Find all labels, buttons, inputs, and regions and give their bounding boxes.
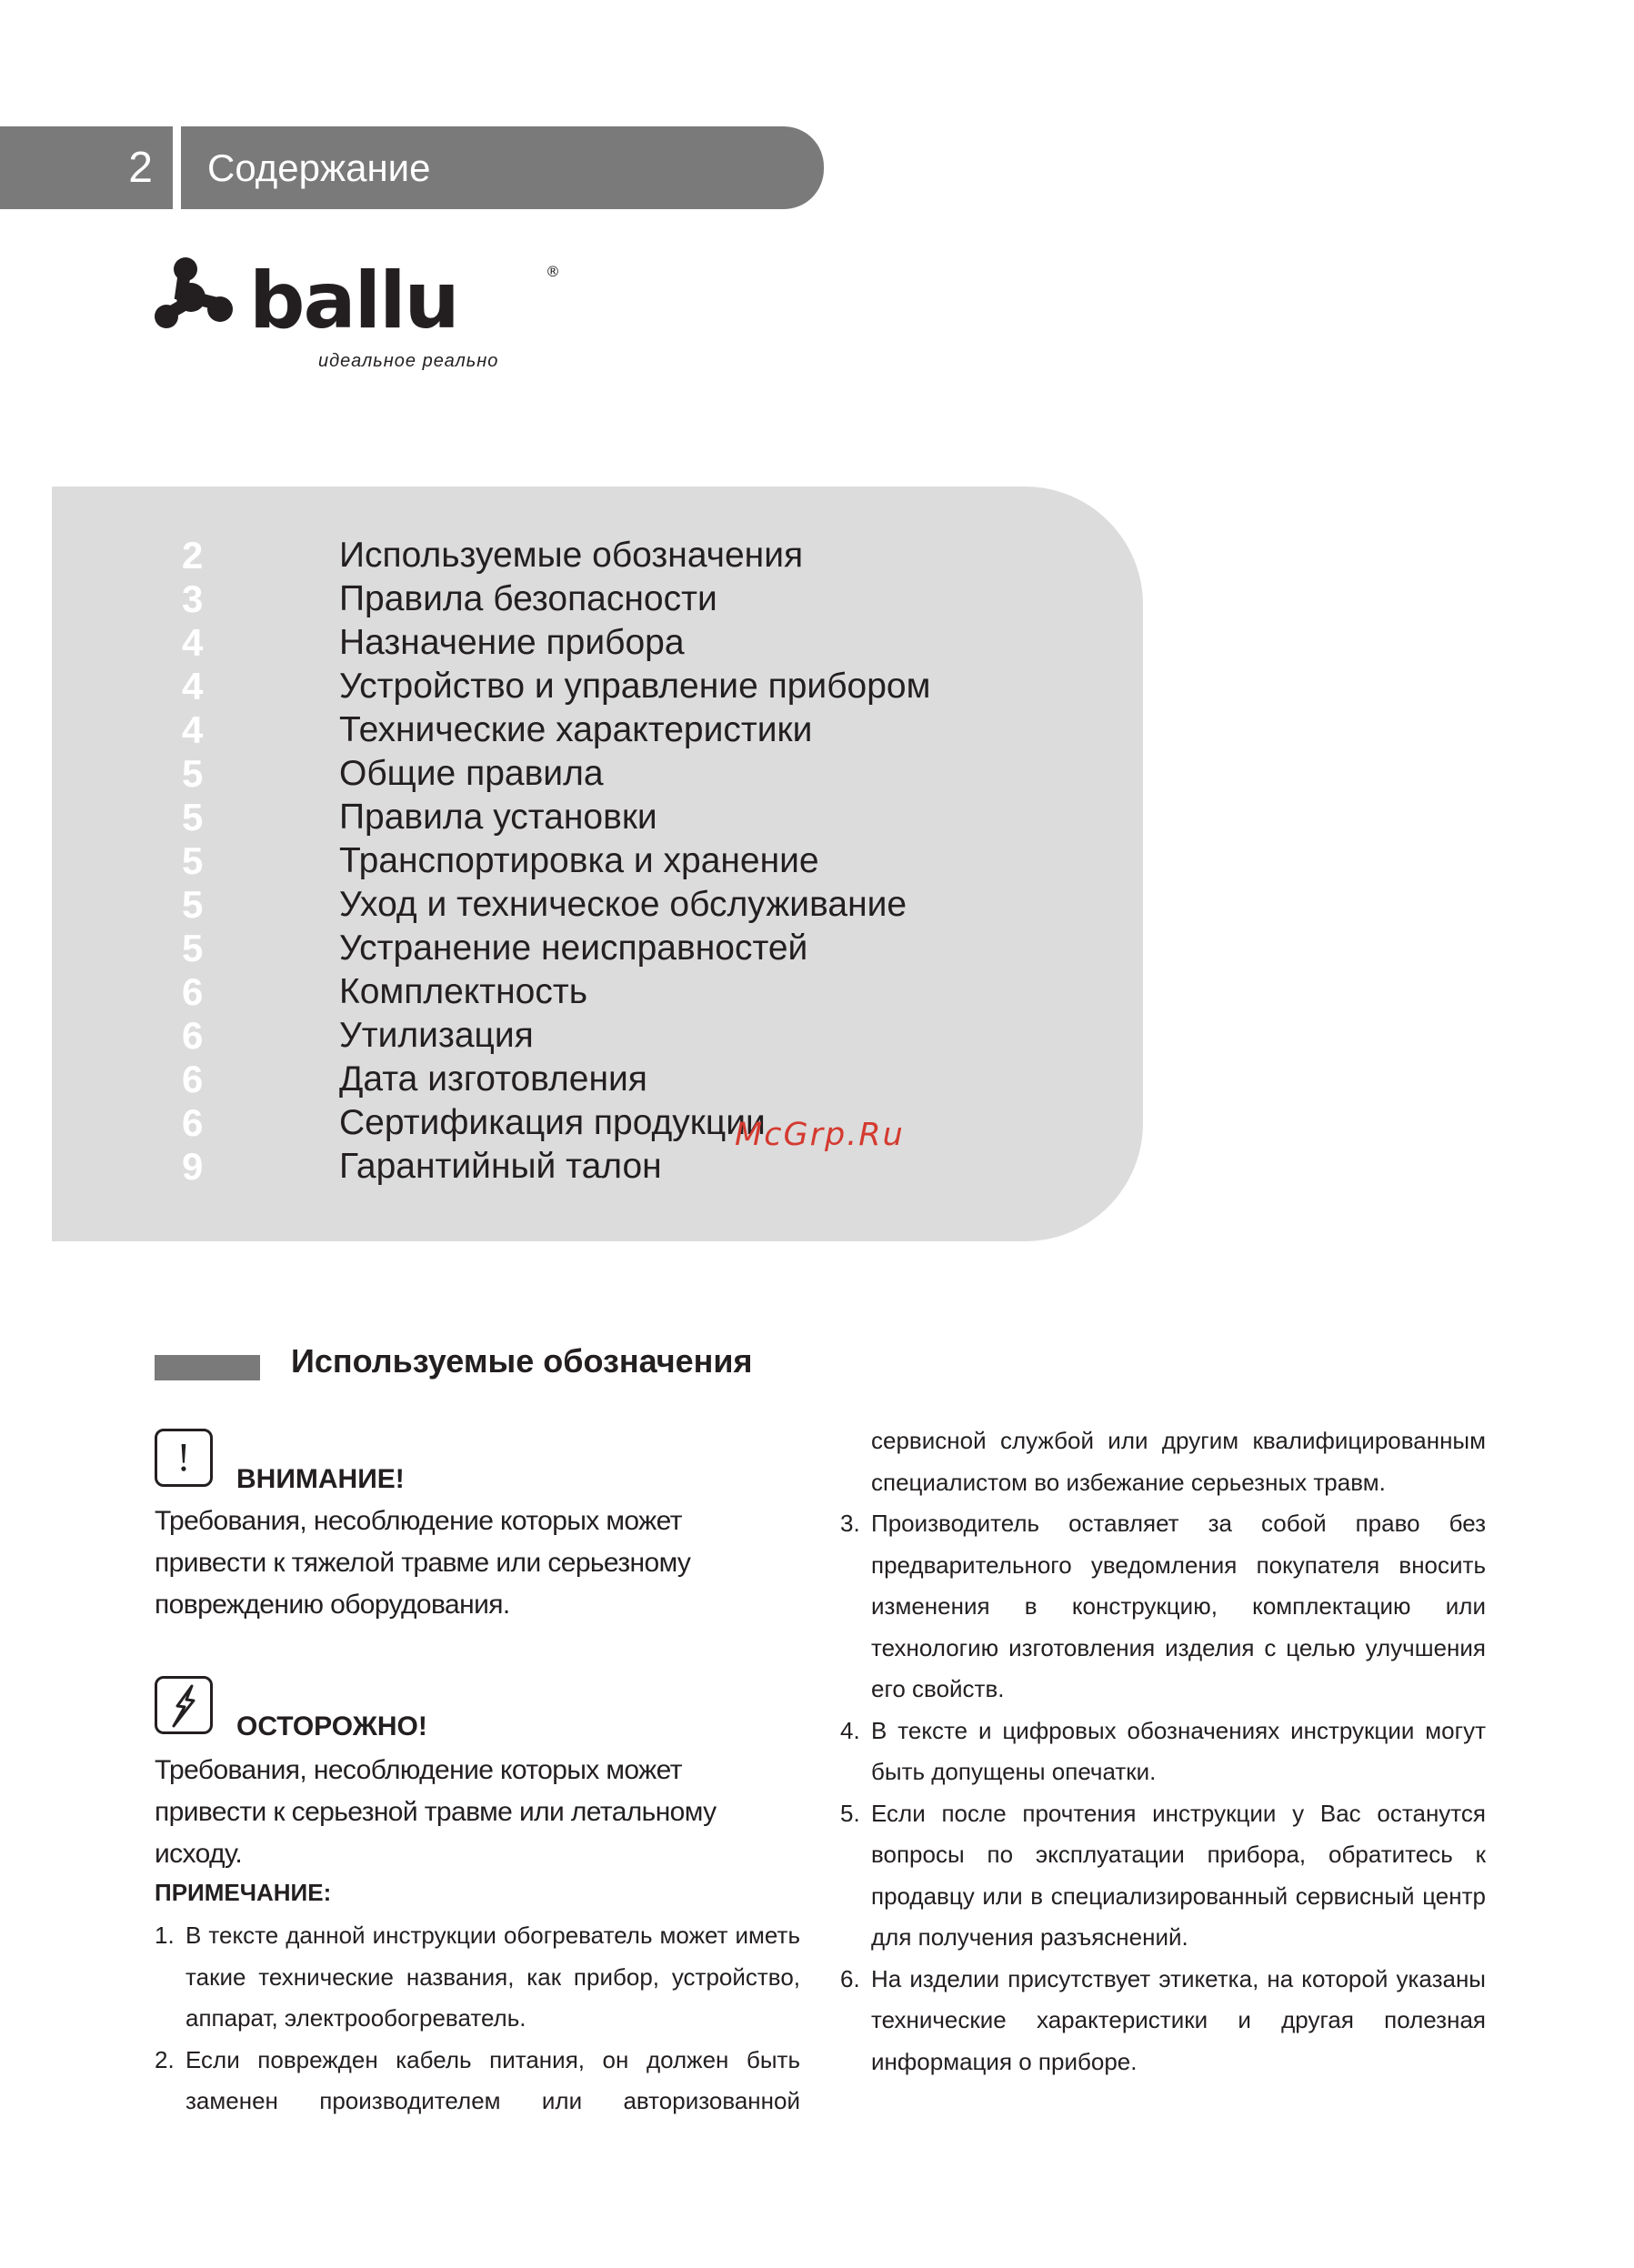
toc-title: Устранение неисправностей bbox=[339, 928, 808, 968]
toc-page-number: 5 bbox=[182, 883, 204, 926]
note-marker: 1. bbox=[155, 1922, 175, 1949]
toc-page-number: 6 bbox=[182, 1101, 204, 1144]
note-marker: 6. bbox=[840, 1964, 860, 1992]
toc-page-number: 2 bbox=[182, 534, 204, 577]
toc-title: Уход и техническое обслуживание bbox=[339, 885, 907, 924]
header-divider bbox=[173, 126, 181, 209]
toc-page-number: 5 bbox=[182, 927, 204, 969]
note-item bbox=[840, 1959, 1486, 2083]
note-list-left bbox=[155, 1915, 800, 2122]
lightning-icon bbox=[155, 1676, 213, 1734]
toc-page-number: 4 bbox=[182, 621, 204, 664]
note-text: В тексте данной инструкции обогреватель может иметь такие технические названия, как прибор, устройство, аппарат, электрообогреватель. bbox=[185, 1922, 800, 2032]
caution-title: ОСТОРОЖНО! bbox=[236, 1711, 427, 1741]
toc-page-number: 6 bbox=[182, 970, 204, 1013]
note-list-right bbox=[840, 1420, 1486, 2082]
note-item bbox=[840, 1711, 1486, 1793]
logo-tagline: идеальное реально bbox=[318, 351, 499, 371]
note-item bbox=[155, 2040, 800, 2122]
page-title: Содержание bbox=[207, 146, 431, 189]
page-header bbox=[0, 126, 824, 209]
note-continuation: сервисной службой или другим квалифицированным специалистом во избежание серьезных травм. bbox=[871, 1427, 1486, 1496]
toc-title: Гарантийный талон bbox=[339, 1147, 662, 1186]
page-number: 2 bbox=[128, 144, 153, 192]
note-text: Если поврежден кабель питания, он должен быть заменен производителем или авторизованной bbox=[185, 2045, 800, 2114]
toc-page-number: 4 bbox=[182, 708, 204, 751]
toc-title: Правила безопасности bbox=[339, 579, 717, 618]
note-marker: 4. bbox=[840, 1716, 860, 1744]
toc-page-number: 4 bbox=[182, 665, 204, 707]
attention-title: ВНИМАНИЕ! bbox=[236, 1464, 405, 1494]
note-marker: 2. bbox=[155, 2045, 175, 2073]
note-text: Если после прочтения инструкции у Вас останутся вопросы по эксплуатации прибора, обратитесь к продавцу или в специализированный сервисный центр для получения разъяснений. bbox=[871, 1799, 1486, 1951]
toc-title: Дата изготовления bbox=[339, 1059, 647, 1099]
ballu-logo-icon bbox=[155, 256, 573, 356]
table-of-contents bbox=[52, 487, 1143, 1241]
note-marker: 3. bbox=[840, 1510, 860, 1537]
toc-page-number: 5 bbox=[182, 839, 204, 882]
toc-page-number: 5 bbox=[182, 752, 204, 795]
watermark[interactable]: McGrp.Ru bbox=[735, 1117, 905, 1153]
toc-page-number: 6 bbox=[182, 1014, 204, 1057]
note-item bbox=[840, 1793, 1486, 1959]
attention-text: Требования, несоблюдение которых может привести к тяжелой травме или серьезному повреждению оборудования. bbox=[155, 1506, 691, 1620]
section-title: Используемые обозначения bbox=[291, 1342, 753, 1380]
note-marker: 5. bbox=[840, 1799, 860, 1827]
note-text: Производитель оставляет за собой право без предварительного уведомления покупателя вносить изменения в конструкцию, комплектацию или технологию изготовления изделия с целью улучшения его свойств. bbox=[871, 1510, 1486, 1702]
toc-page-number: 5 bbox=[182, 796, 204, 838]
note-title: ПРИМЕЧАНИЕ: bbox=[155, 1879, 332, 1906]
toc-title: Сертификация продукции bbox=[339, 1103, 766, 1142]
toc-title: Транспортировка и хранение bbox=[339, 841, 819, 880]
toc-title: Утилизация bbox=[339, 1016, 534, 1055]
logo-wordmark: ballu bbox=[249, 256, 458, 346]
toc-page-number: 9 bbox=[182, 1145, 204, 1188]
note-item bbox=[155, 1915, 800, 2040]
note-text: В тексте и цифровых обозначениях инструкции могут быть допущены опечатки. bbox=[871, 1716, 1486, 1785]
toc-title: Устройство и управление прибором bbox=[339, 667, 931, 706]
toc-title: Используемые обозначения bbox=[339, 536, 804, 575]
toc-title: Назначение прибора bbox=[339, 623, 685, 662]
toc-title: Технические характеристики bbox=[339, 710, 813, 749]
note-item bbox=[840, 1503, 1486, 1711]
logo-trademark: ® bbox=[546, 263, 560, 280]
exclamation-icon: ! bbox=[155, 1429, 213, 1487]
section-marker bbox=[155, 1355, 260, 1380]
toc-page-number: 3 bbox=[182, 577, 204, 620]
toc-title: Общие правила bbox=[339, 754, 604, 793]
toc-title: Правила установки bbox=[339, 798, 657, 837]
toc-page-number: 6 bbox=[182, 1058, 204, 1100]
toc-title: Комплектность bbox=[339, 972, 588, 1011]
note-text: На изделии присутствует этикетка, на которой указаны технические характеристики и другая полезная информация о приборе. bbox=[871, 1964, 1486, 2075]
caution-text: Требования, несоблюдение которых может привести к серьезной травме или летальному исходу. bbox=[155, 1755, 717, 1869]
ballu-logo bbox=[155, 256, 573, 375]
